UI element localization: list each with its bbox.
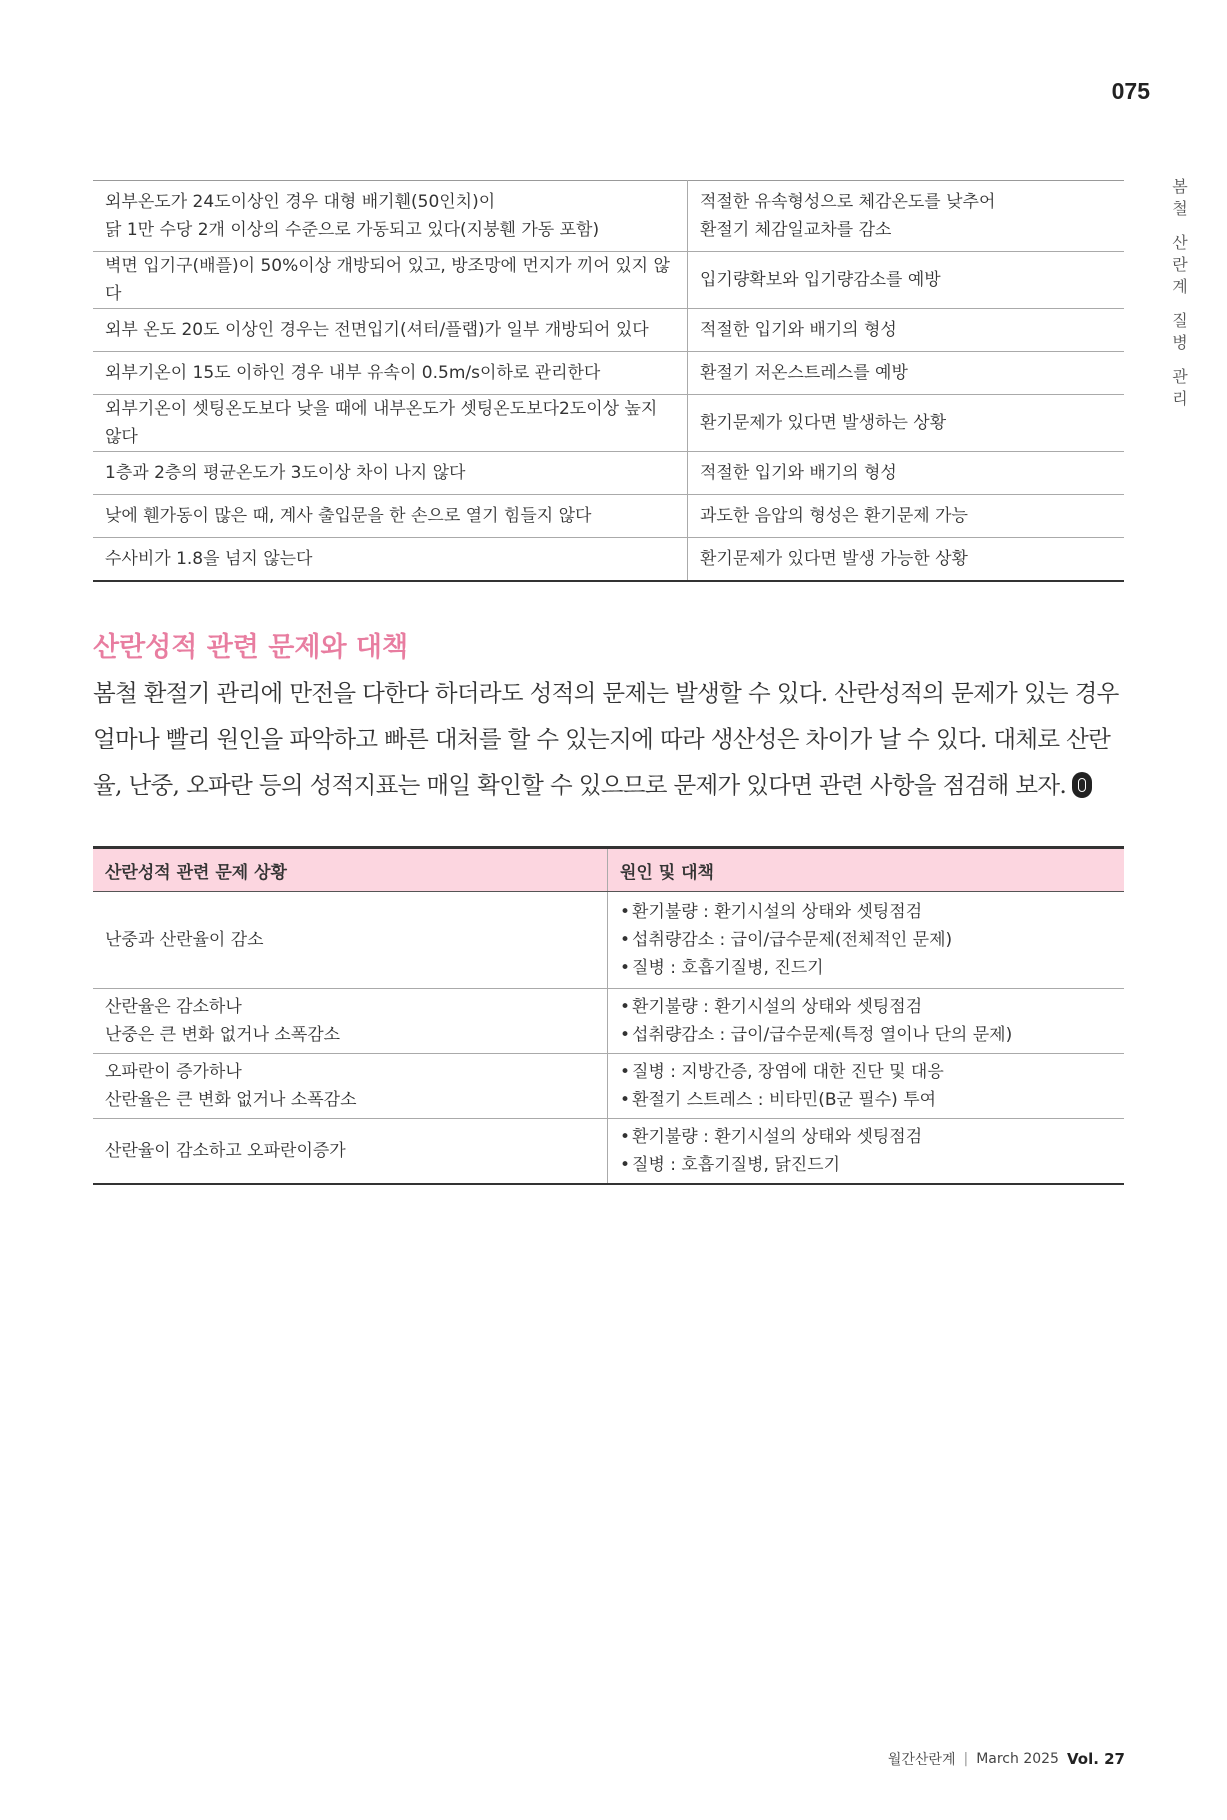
- problem-cell: [93, 989, 608, 1054]
- meaning-cell: 입기량확보와 입기량감소를 예방: [688, 252, 1125, 309]
- page-footer: [888, 1749, 1125, 1769]
- cause-item: • 섭취량감소 : 급이/급수문제(특정 열이나 단의 문제): [620, 1021, 1112, 1049]
- cause-item: • 질병 : 호흡기질병, 닭진드기: [620, 1151, 1112, 1179]
- cause-item: • 환절기 스트레스 : 비타민(B군 필수) 투여: [620, 1086, 1112, 1114]
- problem-cell: [93, 1119, 608, 1185]
- meaning-cell: 환기문제가 있다면 발생 가능한 상황: [700, 549, 968, 569]
- meaning-cell: 환절기 저온스트레스를 예방: [688, 352, 1125, 395]
- side-char: 산: [1172, 233, 1188, 252]
- side-char: 관: [1172, 367, 1188, 386]
- table-row: [93, 352, 1124, 395]
- problem-cell: [93, 1054, 608, 1119]
- check-cell: 벽면 입기구(배플)이 50%이상 개방되어 있고, 방조망에 먼지가 끼어 있지 않다: [93, 252, 688, 309]
- table-row: [93, 495, 1124, 538]
- side-char: 봄: [1172, 177, 1188, 196]
- side-char: 질: [1172, 311, 1188, 330]
- cause-item: • 환기불량 : 환기시설의 상태와 셋팅점검: [620, 993, 1112, 1021]
- magazine-name: 월간산란계: [887, 1752, 956, 1768]
- meaning-cell: 적절한 입기와 배기의 형성: [688, 309, 1125, 352]
- cell-line: 산란율이 감소하고 오파란이증가: [105, 1141, 346, 1161]
- article-end-icon: [1072, 772, 1092, 798]
- check-cell: 외부 온도 20도 이상인 경우는 전면입기(셔터/플랩)가 일부 개방되어 있다: [93, 309, 688, 352]
- cell-line: 산란율은 감소하나: [105, 997, 242, 1017]
- issue-date: March 2025: [976, 1751, 1059, 1767]
- performance-problem-table: [93, 846, 1124, 1185]
- column-header-causes: 원인 및 대책: [608, 848, 1125, 892]
- table-row: [93, 1119, 1124, 1185]
- cell-line: 산란율은 큰 변화 없거나 소폭감소: [105, 1090, 357, 1110]
- side-char: 란: [1172, 255, 1188, 274]
- table-header-row: [93, 848, 1124, 892]
- section-body: [93, 670, 1133, 808]
- table-row: [93, 892, 1124, 989]
- ventilation-check-table: [93, 180, 1124, 582]
- table-row: [93, 452, 1124, 495]
- side-char: 병: [1172, 333, 1188, 352]
- causes-cell: [608, 1119, 1125, 1185]
- meaning-cell: 적절한 입기와 배기의 형성: [688, 452, 1125, 495]
- check-cell: 수사비가 1.8을 넘지 않는다: [93, 538, 688, 582]
- check-cell: [93, 181, 688, 252]
- side-char: 리: [1172, 389, 1188, 408]
- cause-item: • 섭취량감소 : 급이/급수문제(전체적인 문제): [620, 926, 1112, 954]
- table-row: [93, 252, 1124, 309]
- check-cell: 외부기온이 15도 이하인 경우 내부 유속이 0.5m/s이하로 관리한다: [93, 352, 688, 395]
- problem-cell: [93, 892, 608, 989]
- causes-cell: [608, 1054, 1125, 1119]
- side-char: 계: [1172, 277, 1188, 296]
- section-title: 산란성적 관련 문제와 대책: [93, 632, 409, 663]
- check-cell: 낮에 휀가동이 많은 때, 계사 출입문을 한 손으로 열기 힘들지 않다: [93, 495, 688, 538]
- cell-line: 환절기 체감일교차를 감소: [700, 220, 892, 240]
- cell-line: 닭 1만 수당 2개 이상의 수준으로 가동되고 있다(지붕휀 가동 포함): [105, 220, 600, 240]
- cell-line: 적절한 유속형성으로 체감온도를 낮추어: [700, 192, 996, 212]
- table-row: [93, 181, 1124, 252]
- check-cell: 외부기온이 셋팅온도보다 낮을 때에 내부온도가 셋팅온도보다2도이상 높지 않다: [93, 395, 688, 452]
- table-row: [93, 309, 1124, 352]
- cause-item: • 질병 : 호흡기질병, 진드기: [620, 954, 1112, 982]
- causes-cell: [608, 892, 1125, 989]
- table-row: [93, 1054, 1124, 1119]
- meaning-cell: [688, 181, 1125, 252]
- cell-line: 외부온도가 24도이상인 경우 대형 배기휀(50인치)이: [105, 192, 496, 212]
- side-section-title: [1168, 176, 1192, 410]
- section-body-text: 봄철 환절기 관리에 만전을 다한다 하더라도 성적의 문제는 발생할 수 있다. 산란성적의 문제가 있는 경우 얼마나 빨리 원인을 파악하고 빠른 대처를 할 수 있는지에 따라 생산성은 차이가 날 수 있다. 대체로 산란율, 난중, 오파란 등의 성적지표는 매일 확인할 수 있으므로 문제가 있다면 관련 사항을 점검해 보자.: [93, 679, 1119, 799]
- table-row: [93, 538, 1124, 582]
- causes-cell: [608, 989, 1125, 1054]
- meaning-cell: 환기문제가 있다면 발생하는 상황: [688, 395, 1125, 452]
- table-row: [93, 989, 1124, 1054]
- cell-line: 오파란이 증가하나: [105, 1062, 242, 1082]
- page-number: 075: [1111, 78, 1150, 104]
- cause-item: • 환기불량 : 환기시설의 상태와 셋팅점검: [620, 1123, 1112, 1151]
- cell-line: 난중과 산란율이 감소: [105, 930, 264, 950]
- cause-item: • 질병 : 지방간증, 장염에 대한 진단 및 대응: [620, 1058, 1112, 1086]
- cell-line: 난중은 큰 변화 없거나 소폭감소: [105, 1025, 341, 1045]
- volume-number: Vol. 27: [1066, 1750, 1125, 1768]
- table-row: [93, 395, 1124, 452]
- column-header-problem: 산란성적 관련 문제 상황: [93, 848, 608, 892]
- cause-item: • 환기불량 : 환기시설의 상태와 셋팅점검: [620, 898, 1112, 926]
- check-cell: 1층과 2층의 평균온도가 3도이상 차이 나지 않다: [93, 452, 688, 495]
- meaning-cell: 과도한 음압의 형성은 환기문제 가능: [688, 495, 1125, 538]
- side-char: 철: [1172, 199, 1188, 218]
- footer-separator: |: [963, 1751, 969, 1767]
